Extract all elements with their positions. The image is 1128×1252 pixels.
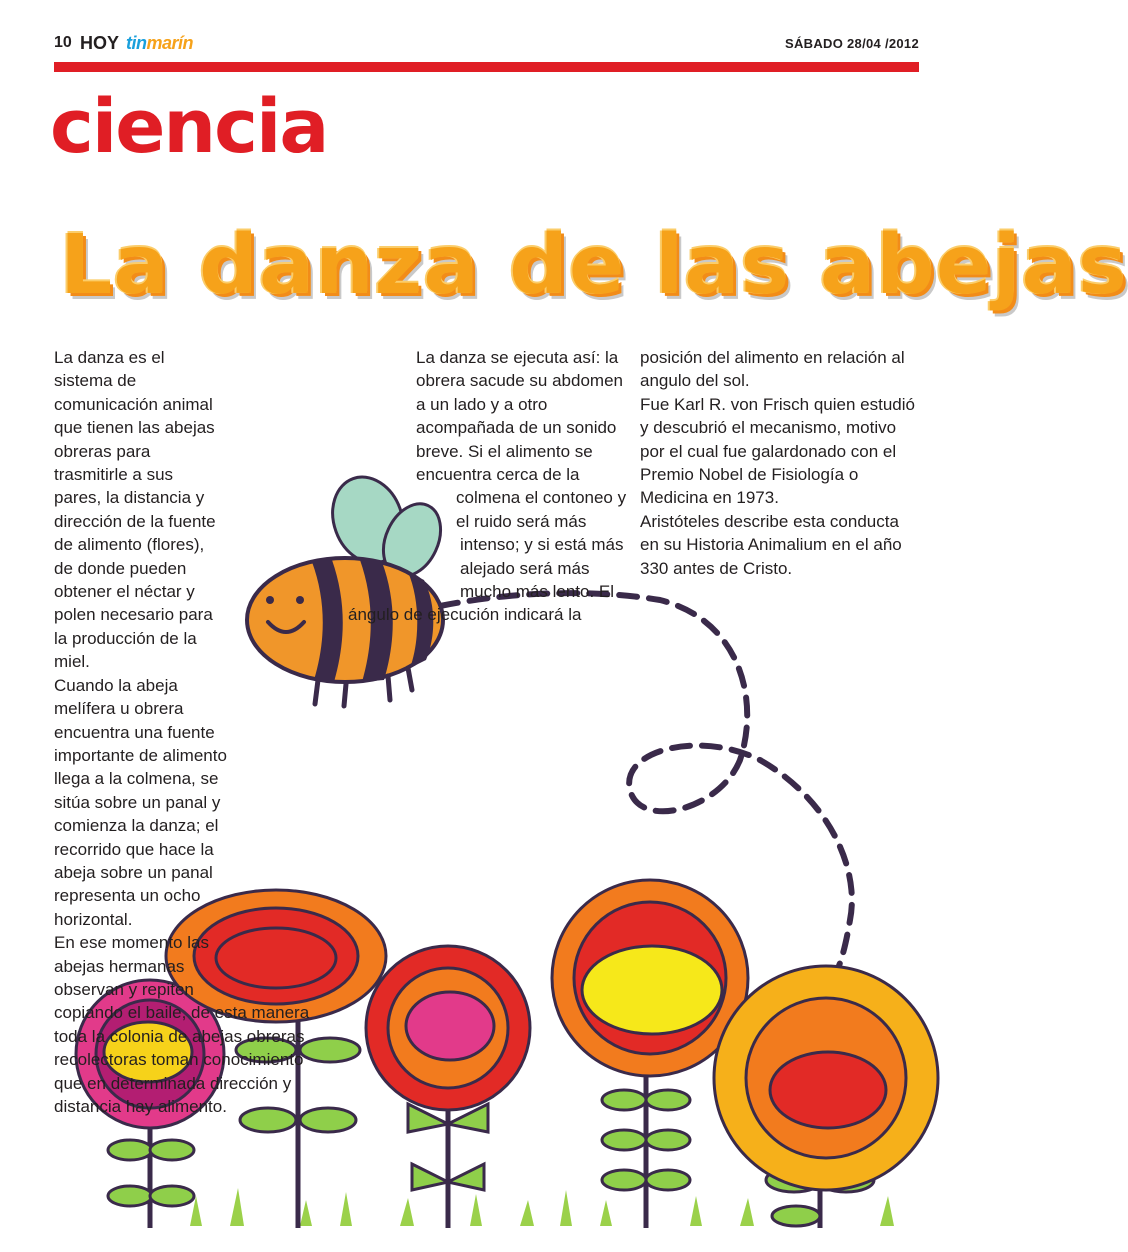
section-title: ciencia [50,84,328,170]
wing-wrap-space-3 [348,534,460,594]
wing-wrap-space-1 [348,463,416,487]
wing-wrap-space-2 [348,487,456,534]
col3-paragraph-3: Aristóteles describe esta conducta en su Historia Animalium en el año 330 antes de Cristo. [640,511,902,578]
brand-marin: marín [146,33,194,53]
col3-paragraph-1: posición del alimento en relación al angulo del sol. [640,348,905,391]
col1-paragraph-3: En ese momento las abejas hermanas observan y repiten copiando el baile, de esta manera toda la colonia de abejas obreras recolectoras toman conocimiento que en determinada dirección y distancia hay alimento. [54,933,310,1116]
col1-paragraph-1: La danza es el sistema de comunicación animal que tienen las abejas obreras para trasmitirle a sus pares, la distancia y dirección de la fuente de alimento (flores), de donde pueden obtener el néctar y polen necesario para la producción de la miel. [54,348,216,672]
article-column-2 [348,346,628,627]
flower-wrap-space [246,726,336,986]
issue-date: SÁBADO 28/04 /2012 [784,36,919,51]
col1-paragraph-2: Cuando la abeja melífera u obrera encuentra una fuente importante de alimento llega a la colmena, se sitúa sobre un panal y comienza la danza; el recorrido que hace la abeja sobre un panal representa un ocho horizontal. [54,675,227,929]
article-column-3 [640,346,920,580]
article-title: La danza de las abejas [60,218,1128,313]
brand-tinmarin [126,33,193,54]
brand-tin: tin [126,33,147,53]
brand-hoy: HOY [80,33,120,53]
bee-wrap-space [216,536,336,726]
magenta-flower [366,946,530,1228]
orange-flower [714,966,938,1228]
article-column-1 [54,346,336,1118]
header-divider [54,62,919,72]
page-number: 10 [54,34,72,51]
col3-paragraph-2: Fue Karl R. von Frisch quien estudió y descubrió el mecanismo, motivo por el cual fue galardonado con el Premio Nobel de Fisiología o Medicina en 1973. [640,394,915,508]
col2-paragraph-1: La danza se ejecuta así: la obrera sacude su abdomen a un lado y a otro acompañada de un sonido breve. Si el alimento se encuentra cerca de la colmena el contoneo y el ruido será más intenso; y si está más alejado será más mucho más lento. El ángulo de ejecución indicará la [348,348,627,625]
page-header [54,34,919,56]
